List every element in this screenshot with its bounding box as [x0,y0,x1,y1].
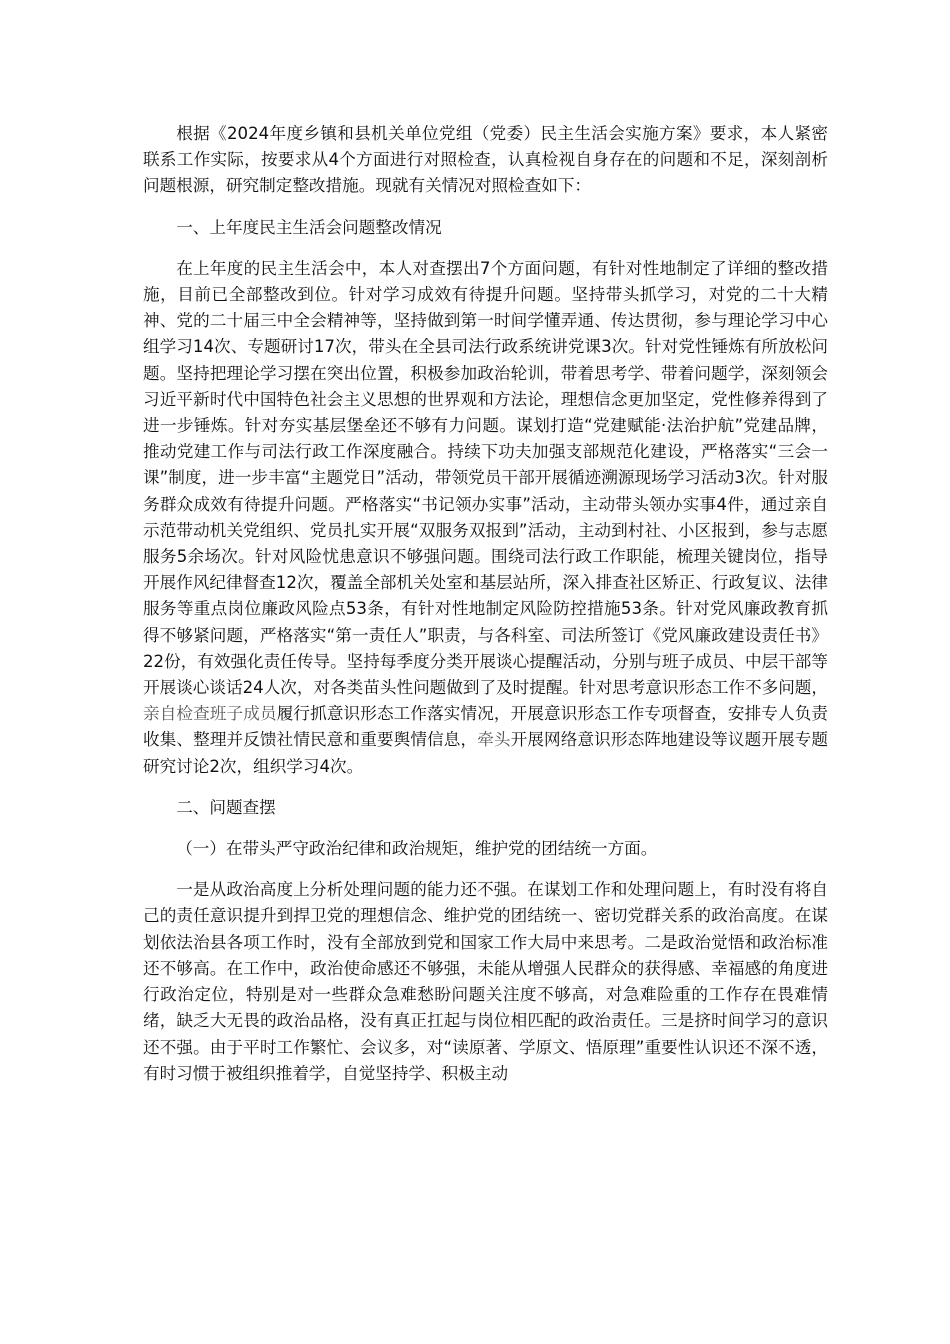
section2-heading: 二、问题查摆 [176,797,276,817]
intro-paragraph: 根据《2024年度乡镇和县机关单位党组（党委）民主生活会实施方案》要求，本人紧密联系工作实际，按要求从4个方面进行对照检查，认真检视自身存在的问题和不足，深刻剖析问题根源，研究制定整改措施。现就有关情况对照检查如下： [143,124,828,196]
document-page [143,121,828,1102]
section1-text-a: 在上年度的民主生活会中，本人对查摆出7个方面问题，有针对性地制定了详细的整改措施，目前已全部整改到位。针对学习成效有待提升问题。坚持带头抓学习，对党的二十大精神、党的二十届三中全会精神等，坚持做到第一时间学懂弄通、传达贯彻，参与理论学习中心组学习14次、专题研讨17次，带头在全县司法行政系统讲党课3次。针对党性锤炼有所放松问题。坚持把理论学习摆在突出位置，积极参加政治轮训，带着思考学、带着问题学，深刻领会习近平新时代中国特色社会主义思想的世界观和方法论，理想信念更加坚定，党性修养得到了进一步锤炼。针对夯实基层堡垒还不够有力问题。谋划打造“党建赋能·法治护航”党建品牌，推动党建工作与司法行政工作深度融合。持续下功夫加强支部规范化建设，严格落实“三会一课”制度，进一步丰富“主题党日”活动，带领党员干部开展循迹溯源现场学习活动3次。针对服务群众成效有待提升问题。严格落实“书记领办实事”活动，主动带头领办实事4件，通过亲自示范带动机关党组织、党员扎实开展“双服务双报到”活动，主动到村社、小区报到，参与志愿服务5余场次。针对风险忧患意识不够强问题。围绕司法行政工作职能，梳理关键岗位，指导开展作风纪律督查12次，覆盖全部机关处室和基层站所，深入排查社区矫正、行政复议、法律服务等重点岗位廉政风险点53条，有针对性地制定风险防控措施53条。针对党风廉政教育抓得不够紧问题，严格落实“第一责任人”职责，与各科室、司法所签订《党风廉政建设责任书》22份，有效强化责任传导。坚持每季度分类开展谈心提醒活动，分别与班子成员、中层干部等开展谈心谈话24人次，对各类苗头性问题做到了及时提醒。针对思考意识形态工作不多问题， [143,258,828,698]
section2-paragraph: 一是从政治高度上分析处理问题的能力还不强。在谋划工作和处理问题上，有时没有将自己的责任意识提升到捍卫党的理想信念、维护党的团结统一、密切党群关系的政治高度。在谋划依法治县各项工作时，没有全部放到党和国家工作大局中来思考。二是政治觉悟和政治标准还不够高。在工作中，政治使命感还不够强，未能从增强人民群众的获得感、幸福感的角度进行政治定位，特别是对一些群众急难愁盼问题关注度不够高，对急难险重的工作存在畏难情绪，缺乏大无畏的政治品格，没有真正扛起与岗位相匹配的政治责任。三是挤时间学习的意识还不强。由于平时工作繁忙、会议多，对“读原著、学原文、悟原理”重要性认识还不深不透，有时习惯于被组织推着学，自觉坚持学、积极主动 [143,880,828,1083]
section1-highlight-1: 亲自检查班子成员 [143,704,277,724]
section1-heading: 一、上年度民主生活会问题整改情况 [176,217,442,237]
section1-text-c: 开展网络意识形态阵地建设等议题开展专题研究讨论2次，组织学习4次。 [143,730,829,776]
section2-subheading-1: （一）在带头严守政治纪律和政治规矩，维护党的团结统一方面。 [176,839,658,859]
section1-highlight-2: 牵头 [477,730,511,750]
section1-text-b: 履行抓意识形态工作落实情况，开展意识形态工作专项督查，安排专人负责收集、整理并反馈社情民意和重要舆情信息， [143,704,829,750]
section1-paragraph [143,256,828,780]
